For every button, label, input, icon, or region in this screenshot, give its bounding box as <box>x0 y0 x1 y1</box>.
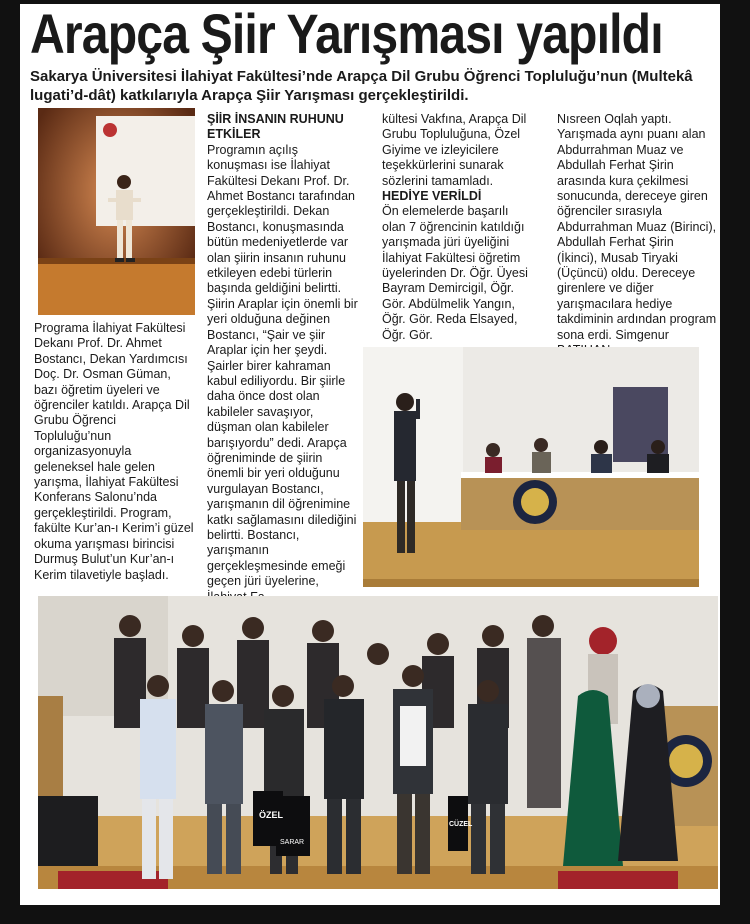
photo-group-participants <box>38 596 718 889</box>
page-frame-bottom <box>0 905 750 924</box>
subhead-gift: HEDİYE VERİLDİ <box>382 189 482 204</box>
bag-logo-right: CÜZEL <box>449 821 473 828</box>
photo-speaker-on-stage <box>38 108 195 315</box>
article-headline: Arapça Şiir Yarışması yapıldı <box>30 4 663 65</box>
article-column-1: Programa İlahiyat Fakültesi Dekanı Prof. Dr. Ahmet Bostancı, Dekan Yardımcısı Doç. Dr. Osman Güman, bazı öğretim üyeleri ve öğrenciler katıldı. Arapça Dil Grubu Öğrenci Topluluğu’nun organizasyonuyla geleneksel hale gelen yarışma, İlahiyat Fakültesi Konferans Salonu’nda gerçekleştirildi. Program, fakülte Kur’an-ı Kerim’i güzel okuma yarışması birincisi Durmuş Bulut’un Kur’an-ı Kerim tilavetiyle başladı. <box>34 321 194 582</box>
page-frame-left <box>0 0 20 905</box>
bag-logo-ozel: ÖZEL <box>259 810 283 820</box>
article-column-3 <box>382 112 535 343</box>
article-column-2 <box>207 112 361 605</box>
article-spot: Sakarya Üniversitesi İlahiyat Fakültesi’nde Arapça Dil Grubu Öğrenci Topluluğu’nun (Multekâ lugati’d-dât) katkılarıyla Arapça Şiir Yarışması gerçekleştirildi. <box>30 68 693 104</box>
column-2-body: Programın açılış konuşması ise İlahiyat Fakültesi Dekanı Prof. Dr. Ahmet Bostancı tarafından gerçekleştirildi. Dekan Bostancı, konuşmasında bütün medeniyetlerde var olan şiirin insanın ruhunu etkileyen edebi türlerin başında geldiğini belirtti. Şiirin Araplar için önemli bir yeri olduğuna değinen Bostancı, “Şair ve şiir Araplar için her şeydi. Şairler birer kahraman kabul ediliyordu. Bir şiirle daha önce dost olan kabileler savaşıyor, düşman olan kabileler barışıyordu” dedi. Arapça öğreniminde de şiirin önemli bir yeri olduğunu vurgulayan Bostancı, yarışmanın dil öğrenimine katkı sağlamasını dilediğini belirtti. Bostancı, yarışmanın gerçekleşmesinde emeği geçen jüri üyelerine, <box>207 142 358 589</box>
column-3-body-b: Ön elemelerde başarılı olan 7 öğrencinin katıldığı yarışmada jüri üyeliğini İlahiyat Fakültesi öğretim üyelerinden Dr. Öğr. Üyesi Bayram Demircigil, Öğr. Gör. Abdülmelik Yangın, Öğr. Gör. Reda Elsayed, Öğr. Gör. <box>382 204 528 342</box>
column-3-body-a: kültesi Vakfına, Arapça Dil Grubu Topluluğuna, Özel Giyime ve izleyicilere teşekkürlerini sunarak sözlerini tamamladı. <box>382 112 527 188</box>
page-frame-right <box>720 0 750 905</box>
newspaper-page <box>20 4 720 905</box>
photo-jury-panel <box>363 347 699 587</box>
article-column-4: Nısreen Oqlah yaptı. Yarışmada aynı puanı alan Abdurrahman Muaz ve Abdullah Ferhat Şirin arasında kura çekilmesi sonucunda, dereceye giren öğrenciler sırasıyla Abdurrahman Muaz (Birinci), Abdullah Ferhat Şirin (İkinci), Musab Tiryaki (Üçüncü) oldu. Dereceye girenlere ve diğer yarışmacılara hediye takdiminin ardından program sona erdi. Simgenur <box>557 112 717 342</box>
subhead-poetry: ŞİİR İNSANIN RUHUNU ETKİLER <box>207 112 344 142</box>
bag-logo-sarar: SARAR <box>280 839 305 846</box>
